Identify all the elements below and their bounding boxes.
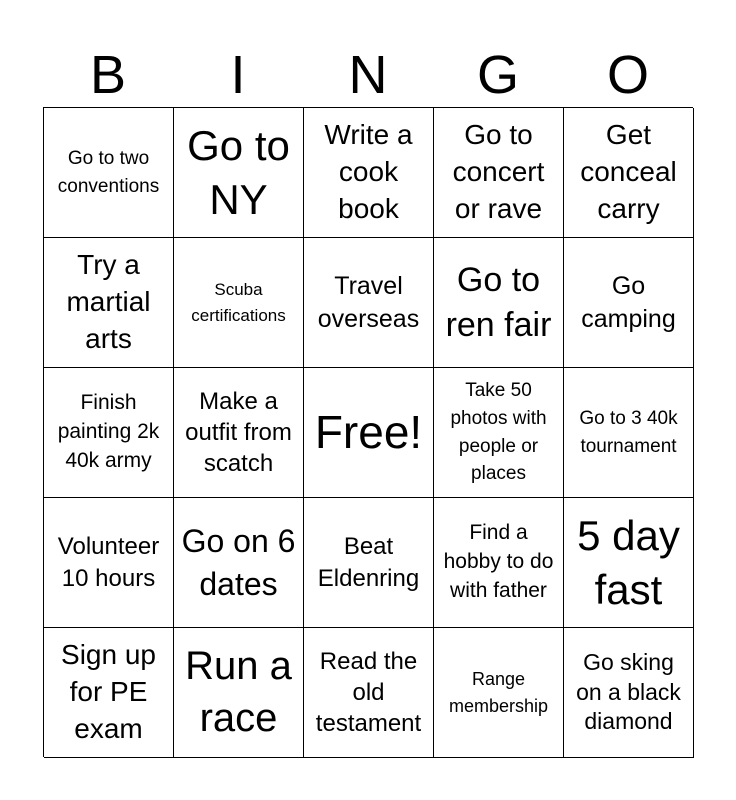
bingo-cell[interactable]: Try a martial arts [44, 238, 174, 368]
bingo-cell[interactable]: Run a race [174, 628, 304, 758]
bingo-cell[interactable]: Volunteer 10 hours [44, 498, 174, 628]
header-letter-n: N [348, 45, 388, 105]
bingo-board [43, 107, 693, 757]
bingo-cell[interactable]: Finish painting 2k 40k army [44, 368, 174, 498]
bingo-cell[interactable]: Go sking on a black diamond [564, 628, 694, 758]
bingo-cell[interactable]: Go to 3 40k tournament [564, 368, 694, 498]
header-letter-g: G [476, 45, 519, 105]
bingo-cell[interactable]: Make a outfit from scatch [174, 368, 304, 498]
bingo-cell[interactable]: Read the old testament [304, 628, 434, 758]
bingo-cell[interactable]: Write a cook book [304, 108, 434, 238]
bingo-cell[interactable]: Go to NY [174, 108, 304, 238]
header-letter-o: O [606, 45, 649, 105]
bingo-cell[interactable]: Find a hobby to do with father [434, 498, 564, 628]
bingo-cell[interactable]: Travel overseas [304, 238, 434, 368]
bingo-cell free-space[interactable]: Free! [304, 368, 434, 498]
bingo-cell[interactable]: Go camping [564, 238, 694, 368]
bingo-cell[interactable]: Go to two conventions [44, 108, 174, 238]
bingo-cell[interactable]: Go on 6 dates [174, 498, 304, 628]
bingo-cell[interactable]: Range membership [434, 628, 564, 758]
header-letter-i: I [230, 45, 246, 105]
bingo-cell[interactable]: Go to ren fair [434, 238, 564, 368]
bingo-cell[interactable]: Take 50 photos with people or places [434, 368, 564, 498]
bingo-cell[interactable]: Get conceal carry [564, 108, 694, 238]
bingo-cell[interactable]: Go to concert or rave [434, 108, 564, 238]
bingo-cell[interactable]: 5 day fast [564, 498, 694, 628]
bingo-cell[interactable]: Beat Eldenring [304, 498, 434, 628]
bingo-cell[interactable]: Sign up for PE exam [44, 628, 174, 758]
header-letter-b: B [89, 45, 127, 105]
bingo-header [43, 40, 693, 110]
bingo-cell[interactable]: Scuba certifications [174, 238, 304, 368]
